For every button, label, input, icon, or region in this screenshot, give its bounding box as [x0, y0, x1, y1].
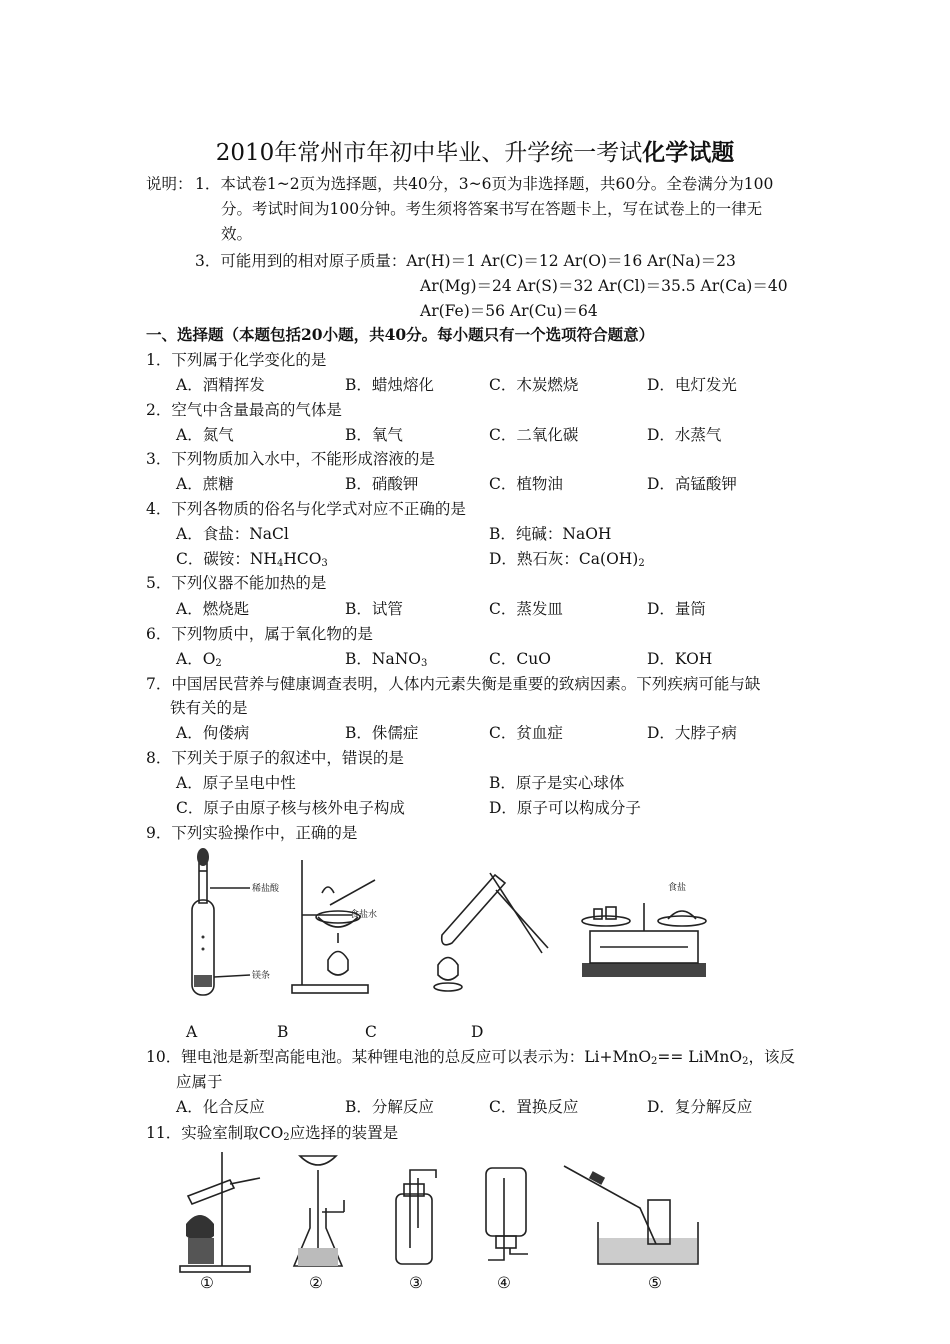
- q6-option-b: B．NaNO$_3$: [345, 650, 428, 669]
- q9-figure-c: [434, 873, 548, 991]
- q1-stem: 1．下列属于化学变化的是: [146, 351, 327, 369]
- q10-option-c: C．置换反应: [489, 1098, 579, 1116]
- q9-figures: [170, 845, 730, 1010]
- q11-label-4: ④: [497, 1274, 511, 1292]
- q11-figures: [170, 1148, 710, 1276]
- q6-option-a: A．$O_2$: [176, 650, 222, 669]
- note-1-line-1: 1．本试卷1~2页为选择题，共40分，3~6页为非选择题，共60分。全卷满分为100: [195, 175, 774, 193]
- q11-figure-5: [564, 1166, 698, 1264]
- q7-option-a: A．佝偻病: [176, 724, 250, 742]
- q9-label-d: D: [471, 1023, 484, 1041]
- q3-stem: 3．下列物质加入水中，不能形成溶液的是: [146, 450, 435, 468]
- q11-label-1: ①: [200, 1274, 214, 1292]
- q2-option-b: B．氧气: [345, 426, 403, 444]
- q6-stem: 6．下列物质中，属于氧化物的是: [146, 625, 373, 643]
- q9-stem: 9．下列实验操作中，正确的是: [146, 824, 358, 842]
- q8-option-b: B．原子是实心球体: [489, 774, 625, 792]
- q7-option-c: C．贫血症: [489, 724, 563, 742]
- q6-option-c: C．CuO: [489, 650, 551, 668]
- q11-label-5: ⑤: [648, 1274, 662, 1292]
- q5-stem: 5．下列仪器不能加热的是: [146, 574, 327, 592]
- q11-figure-4: [486, 1168, 528, 1260]
- q10-option-d: D．复分解反应: [647, 1098, 753, 1116]
- q8-option-a: A．原子呈电中性: [176, 774, 296, 792]
- q2-stem: 2．空气中含量最高的气体是: [146, 401, 342, 419]
- q7-option-b: B．侏儒症: [345, 724, 419, 742]
- q9-label-c: C: [365, 1023, 377, 1041]
- q11-stem: 11．实验室制取$CO_2$应选择的装置是: [146, 1124, 399, 1143]
- q4-option-b: B．纯碱：NaOH: [489, 525, 612, 543]
- q10-option-b: B．分解反应: [345, 1098, 434, 1116]
- q1-option-a: A．酒精挥发: [176, 376, 265, 394]
- note-1-line-3: 效。: [221, 225, 253, 243]
- q11-figure-2: [294, 1156, 344, 1266]
- q7-stem-line-1: 7．中国居民营养与健康调查表明，人体内元素失衡是重要的致病因素。下列疾病可能与缺: [146, 675, 761, 693]
- q4-option-d: D．熟石灰：$Ca(OH)_2$: [489, 550, 645, 569]
- q3-option-d: D．高锰酸钾: [647, 475, 737, 493]
- q5-option-a: A．燃烧匙: [176, 600, 250, 618]
- q9-figure-a: [192, 848, 280, 995]
- q9-figure-b: [292, 860, 377, 993]
- q7-stem-line-2: 铁有关的是: [170, 699, 248, 717]
- q11-label-2: ②: [309, 1274, 323, 1292]
- note-3-line-1: 3．可能用到的相对原子质量：Ar(H)＝1 Ar(C)＝12 Ar(O)＝16 Ar(Na)＝23: [195, 252, 736, 270]
- q9-label-a: A: [186, 1023, 198, 1041]
- q9-figure-b-label: 食盐水: [350, 910, 378, 920]
- q1-option-d: D．电灯发光: [647, 376, 737, 394]
- q5-option-d: D．量筒: [647, 600, 706, 618]
- q9-label-b: B: [277, 1023, 289, 1041]
- q7-option-d: D．大脖子病: [647, 724, 737, 742]
- q3-option-c: C．植物油: [489, 475, 563, 493]
- q4-stem: 4．下列各物质的俗名与化学式对应不正确的是: [146, 500, 466, 518]
- q10-stem-line-1: 10．锂电池是新型高能电池。某种锂电池的总反应可以表示为：Li+MnO$_2$== LiMnO$_2$，该反: [146, 1048, 796, 1067]
- q1-option-b: B．蜡烛熔化: [345, 376, 434, 394]
- section-heading: 一、选择题（本题包括20小题，共40分。每小题只有一个选项符合题意）: [146, 325, 655, 344]
- note-3-line-3: Ar(Fe)＝56 Ar(Cu)＝64: [420, 302, 598, 320]
- q5-option-c: C．蒸发皿: [489, 600, 563, 618]
- q10-stem-line-2: 应属于: [176, 1073, 223, 1091]
- q2-option-a: A．氮气: [176, 426, 234, 444]
- q8-option-d: D．原子可以构成分子: [489, 799, 641, 817]
- q8-option-c: C．原子由原子核与核外电子构成: [176, 799, 405, 817]
- q9-figure-d-label: 食盐: [668, 883, 687, 893]
- q11-figure-1: [180, 1152, 260, 1272]
- q2-option-d: D．水蒸气: [647, 426, 722, 444]
- q4-option-a: A．食盐：NaCl: [176, 525, 289, 543]
- page-title: 2010年常州市年初中毕业、升学统一考试化学试题: [215, 139, 735, 166]
- q8-stem: 8．下列关于原子的叙述中，错误的是: [146, 749, 404, 767]
- q9-figure-d: [582, 881, 706, 977]
- q4-option-c: C．碳铵：$NH_4HCO_3$: [176, 550, 328, 569]
- notes-label: 说明：: [146, 175, 193, 193]
- q3-option-b: B．硝酸钾: [345, 475, 419, 493]
- q11-label-3: ③: [409, 1274, 423, 1292]
- note-3-line-2: Ar(Mg)＝24 Ar(S)＝32 Ar(Cl)＝35.5 Ar(Ca)＝40: [420, 277, 788, 295]
- q3-option-a: A．蔗糖: [176, 475, 234, 493]
- q9-figure-a-acid-label: 稀盐酸: [252, 884, 280, 894]
- q1-option-c: C．木炭燃烧: [489, 376, 579, 394]
- note-1-line-2: 分。考试时间为100分钟。考生须将答案书写在答题卡上，写在试卷上的一律无: [221, 200, 763, 218]
- q6-option-d: D．KOH: [647, 650, 713, 668]
- q11-figure-3: [396, 1170, 436, 1264]
- q5-option-b: B．试管: [345, 600, 403, 618]
- q2-option-c: C．二氧化碳: [489, 426, 579, 444]
- q9-figure-a-mg-label: 镁条: [252, 971, 271, 981]
- q10-option-a: A．化合反应: [176, 1098, 265, 1116]
